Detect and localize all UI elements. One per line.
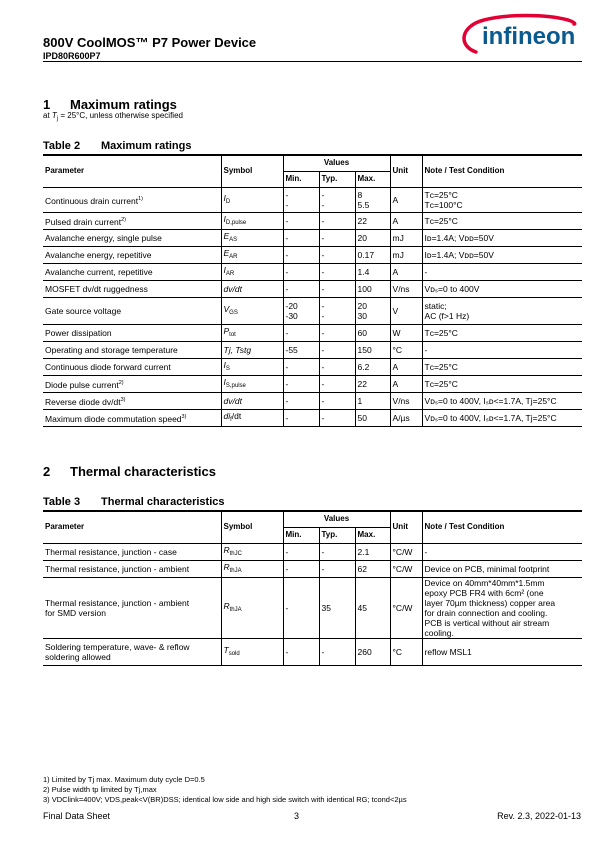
note-cell: Vᴅₛ=0 to 400V, Iₛᴅ<=1.7A, Tj=25°C [422, 409, 582, 426]
min-cell: - [283, 543, 319, 560]
unit-cell: V [390, 297, 422, 324]
typ-cell: - [319, 246, 355, 263]
symbol-text: R [223, 544, 230, 555]
symbol-text: R [223, 561, 230, 572]
footnote-3: 3) VDClink=400V; VDS,peak<V(BR)DSS; identical low side and high side switch with identical RG; tcond<2µs [43, 795, 407, 804]
min-cell: - [283, 212, 319, 229]
max-cell: 2.1 [355, 543, 390, 560]
table-2-number: Table 2 [43, 140, 81, 152]
footnote-ref: 2) [121, 216, 126, 223]
section-2-title: Thermal characteristics [70, 464, 216, 479]
column-header-values: Values [283, 511, 390, 527]
symbol-subscript: AS [229, 236, 238, 243]
note-cell: - [422, 543, 582, 560]
column-header-unit: Unit [390, 155, 422, 187]
symbol-cell [221, 324, 283, 341]
symbol-cell [221, 246, 283, 263]
table-row [43, 392, 582, 409]
part-number: IPD80R600P7 [43, 51, 101, 61]
section-1-title: Maximum ratings [70, 97, 177, 112]
unit-cell: mJ [390, 246, 422, 263]
min-cell: - [283, 392, 319, 409]
table-row [43, 560, 582, 577]
symbol-text: T [223, 644, 229, 655]
typ-cell: - [319, 341, 355, 358]
min-cell: - [283, 375, 319, 392]
column-header-min: Min. [283, 171, 319, 187]
symbol-text: dv/dt [223, 283, 242, 294]
footnote-ref: 1) [138, 195, 143, 202]
column-header-parameter: Parameter [43, 511, 221, 543]
unit-cell: V/ns [390, 280, 422, 297]
table-row [43, 246, 582, 263]
max-cell: 6.2 [355, 358, 390, 375]
symbol-text: di [223, 410, 231, 421]
typ-cell: - [319, 324, 355, 341]
symbol-subscript: sold [228, 650, 240, 657]
note-cell: Device on 40mm*40mm*1.5mm epoxy PCB FR4 with 6cm² (one layer 70µm thickness) copper area for drain connection and cooling. PCB is vertical without air stream cooling. [422, 577, 582, 638]
symbol-text: I [223, 213, 226, 224]
unit-cell: °C [390, 341, 422, 358]
symbol-cell [221, 229, 283, 246]
typ-cell: - - [319, 297, 355, 324]
max-cell: 20 30 [355, 297, 390, 324]
symbol-subscript: thJC [229, 550, 242, 557]
min-cell: - [283, 577, 319, 638]
section-1-number: 1 [43, 97, 51, 112]
table-row [43, 409, 582, 426]
min-cell: - [283, 638, 319, 665]
footnote-ref: 2) [118, 379, 124, 386]
note-cell: Vᴅₛ=0 to 400V [422, 280, 582, 297]
symbol-subscript: D [225, 198, 231, 205]
min-cell: - - [283, 187, 319, 212]
table-row [43, 638, 582, 665]
symbol-cell [221, 375, 283, 392]
note-cell: Tᴄ=25°C [422, 375, 582, 392]
symbol-text: Tj, Tstg [223, 344, 252, 355]
unit-cell: °C [390, 638, 422, 665]
parameter-cell [43, 324, 221, 341]
symbol-text: E [223, 230, 230, 241]
unit-cell: A [390, 375, 422, 392]
symbol-subscript: D,pulse [225, 219, 247, 226]
symbol-cell [221, 638, 283, 665]
thermal-characteristics-table [43, 510, 582, 666]
unit-cell: A/µs [390, 409, 422, 426]
typ-cell: - [319, 280, 355, 297]
note-cell: Vᴅₛ=0 to 400V, Iₛᴅ<=1.7A, Tj=25°C [422, 392, 582, 409]
table-row [43, 375, 582, 392]
unit-cell: A [390, 187, 422, 212]
max-cell: 22 [355, 375, 390, 392]
symbol-text: R [223, 600, 230, 611]
unit-cell: A [390, 358, 422, 375]
column-header-typ: Typ. [319, 171, 355, 187]
max-cell: 22 [355, 212, 390, 229]
symbol-cell [221, 280, 283, 297]
column-header-min: Min. [283, 527, 319, 543]
table-row [43, 212, 582, 229]
table-3-number: Table 3 [43, 496, 81, 508]
symbol-subscript: S [225, 365, 230, 372]
symbol-cell [221, 263, 283, 280]
table-3-caption [43, 496, 225, 508]
table-row [43, 297, 582, 324]
column-header-note: Note / Test Condition [422, 155, 582, 187]
min-cell: -20 -30 [283, 297, 319, 324]
symbol-text: I [223, 376, 226, 387]
logo-wordmark: infineon [482, 23, 576, 50]
min-cell: -55 [283, 341, 319, 358]
min-cell: - [283, 409, 319, 426]
symbol-text: I [223, 264, 226, 275]
parameter-cell [43, 263, 221, 280]
maximum-ratings-table [43, 154, 582, 427]
column-header-values: Values [283, 155, 390, 171]
parameter-cell [43, 409, 221, 426]
parameter-cell [43, 543, 221, 560]
parameter-cell [43, 560, 221, 577]
symbol-text: E [223, 247, 230, 258]
max-cell: 150 [355, 341, 390, 358]
symbol-cell [221, 358, 283, 375]
table-row [43, 543, 582, 560]
infineon-logo [456, 12, 582, 60]
table-2-title: Maximum ratings [101, 140, 192, 152]
typ-cell: - [319, 358, 355, 375]
symbol-cell [221, 212, 283, 229]
parameter-text: Avalanche current, repetitive [45, 266, 153, 277]
unit-cell: °C/W [390, 577, 422, 638]
parameter-text: Pulsed drain current [45, 216, 122, 227]
note-cell: Iᴅ=1.4A; Vᴅᴅ=50V [422, 246, 582, 263]
symbol-subscript: f [230, 416, 232, 423]
min-cell: - [283, 229, 319, 246]
parameter-text: Reverse diode dv/dt [45, 396, 121, 407]
parameter-text: Soldering temperature, wave- & reflow soldering allowed [45, 641, 190, 662]
unit-cell: °C/W [390, 543, 422, 560]
parameter-cell [43, 638, 221, 665]
max-cell: 50 [355, 409, 390, 426]
symbol-subscript: thJA [229, 606, 242, 613]
symbol-cell [221, 187, 283, 212]
unit-cell: °C/W [390, 560, 422, 577]
note-cell: Device on PCB, minimal footprint [422, 560, 582, 577]
typ-cell: - [319, 392, 355, 409]
symbol-subscript: thJA [229, 567, 242, 574]
table-row [43, 324, 582, 341]
column-header-max: Max. [355, 171, 390, 187]
table-row [43, 187, 582, 212]
typ-cell: - [319, 560, 355, 577]
symbol-cell [221, 341, 283, 358]
symbol-cell [221, 543, 283, 560]
column-header-note: Note / Test Condition [422, 511, 582, 543]
symbol-cell [221, 392, 283, 409]
typ-cell: - [319, 375, 355, 392]
note-cell: - [422, 341, 582, 358]
parameter-text: Gate source voltage [45, 305, 122, 316]
symbol-text: V [223, 303, 230, 314]
min-cell: - [283, 358, 319, 375]
parameter-text: Thermal resistance, junction - case [45, 546, 177, 557]
parameter-cell [43, 280, 221, 297]
note-cell: Tᴄ=25°C [422, 358, 582, 375]
parameter-text: Power dissipation [45, 327, 112, 338]
max-cell: 60 [355, 324, 390, 341]
unit-cell: A [390, 212, 422, 229]
footer-page-number: 3 [294, 811, 300, 821]
table-row [43, 577, 582, 638]
column-header-typ: Typ. [319, 527, 355, 543]
section-1-condition: at $T_j = 25^\circ C$, unless otherwise specified [43, 111, 183, 122]
footnote-2: 2) Pulse width tp limited by Tj,max [43, 785, 157, 794]
max-cell: 45 [355, 577, 390, 638]
note-cell: Iᴅ=1.4A; Vᴅᴅ=50V [422, 229, 582, 246]
parameter-text: Diode pulse current [45, 379, 119, 390]
parameter-text: Continuous drain current [45, 195, 139, 206]
max-cell: 8 5.5 [355, 187, 390, 212]
symbol-cell [221, 409, 283, 426]
footnote-ref: 3) [120, 396, 126, 403]
parameter-cell [43, 229, 221, 246]
symbol-text: I [223, 359, 226, 370]
typ-cell: - [319, 229, 355, 246]
min-cell: - [283, 280, 319, 297]
note-cell: static; AC (f>1 Hz) [422, 297, 582, 324]
parameter-text: Thermal resistance, junction - ambient for SMD version [45, 597, 190, 618]
max-cell: 62 [355, 560, 390, 577]
symbol-subscript: tot [229, 331, 236, 338]
symbol-cell [221, 560, 283, 577]
parameter-text: Avalanche energy, single pulse [45, 232, 162, 243]
symbol-subscript: S,pulse [225, 382, 246, 389]
note-cell: reflow MSL1 [422, 638, 582, 665]
table-row [43, 263, 582, 280]
min-cell: - [283, 263, 319, 280]
table-row [43, 280, 582, 297]
symbol-text: I [223, 192, 226, 203]
parameter-cell [43, 341, 221, 358]
unit-cell: V/ns [390, 392, 422, 409]
parameter-text: Operating and storage temperature [45, 344, 178, 355]
header-divider [43, 61, 582, 62]
column-header-parameter: Parameter [43, 155, 221, 187]
typ-cell: - [319, 263, 355, 280]
note-cell: Tᴄ=25°C Tᴄ=100°C [422, 187, 582, 212]
table-row [43, 341, 582, 358]
max-cell: 1.4 [355, 263, 390, 280]
min-cell: - [283, 560, 319, 577]
parameter-cell [43, 297, 221, 324]
typ-cell: - [319, 543, 355, 560]
table-2-caption [43, 140, 191, 152]
unit-cell: W [390, 324, 422, 341]
parameter-cell [43, 375, 221, 392]
max-cell: 1 [355, 392, 390, 409]
section-2-number: 2 [43, 464, 51, 479]
parameter-text: Continuous diode forward current [45, 361, 171, 372]
parameter-text: Thermal resistance, junction - ambient [45, 563, 190, 574]
typ-cell: - [319, 212, 355, 229]
symbol-subscript: AR [229, 253, 238, 260]
max-cell: 260 [355, 638, 390, 665]
parameter-text: Maximum diode commutation speed [45, 413, 182, 424]
symbol-cell [221, 297, 283, 324]
footer-revision: Rev. 2.3, 2022-01-13 [497, 811, 581, 821]
max-cell: 20 [355, 229, 390, 246]
symbol-text: dv/dt [223, 395, 242, 406]
typ-cell: - [319, 409, 355, 426]
parameter-text: Avalanche energy, repetitive [45, 249, 152, 260]
note-cell: Tᴄ=25°C [422, 212, 582, 229]
min-cell: - [283, 246, 319, 263]
min-cell: - [283, 324, 319, 341]
parameter-cell [43, 212, 221, 229]
max-cell: 0.17 [355, 246, 390, 263]
symbol-text: P [223, 325, 230, 336]
note-cell: Tᴄ=25°C [422, 324, 582, 341]
column-header-unit: Unit [390, 511, 422, 543]
typ-cell: - - [319, 187, 355, 212]
table-3-title: Thermal characteristics [101, 496, 225, 508]
parameter-cell [43, 187, 221, 212]
symbol-subscript: AR [225, 270, 235, 277]
symbol-subscript: GS [229, 309, 238, 316]
note-cell: - [422, 263, 582, 280]
column-header-symbol: Symbol [221, 511, 283, 543]
max-cell: 100 [355, 280, 390, 297]
column-header-max: Max. [355, 527, 390, 543]
symbol-cell [221, 577, 283, 638]
parameter-cell [43, 577, 221, 638]
footer-doc-type: Final Data Sheet [43, 811, 111, 821]
section-2-heading [43, 464, 216, 479]
parameter-cell [43, 392, 221, 409]
typ-cell: - [319, 638, 355, 665]
unit-cell: A [390, 263, 422, 280]
parameter-cell [43, 246, 221, 263]
column-header-symbol: Symbol [221, 155, 283, 187]
table-row [43, 358, 582, 375]
symbol-suffix: /dt [231, 410, 242, 421]
unit-cell: mJ [390, 229, 422, 246]
parameter-text: MOSFET dv/dt ruggedness [45, 283, 148, 294]
section-1-heading [43, 97, 177, 112]
footnote-ref: 3) [181, 413, 187, 420]
typ-cell: 35 [319, 577, 355, 638]
table-row [43, 229, 582, 246]
footnote-1: 1) Limited by Tj max. Maximum duty cycle D=0.5 [43, 775, 205, 784]
document-title: 800V CoolMOS™ P7 Power Device [43, 35, 257, 50]
parameter-cell [43, 358, 221, 375]
